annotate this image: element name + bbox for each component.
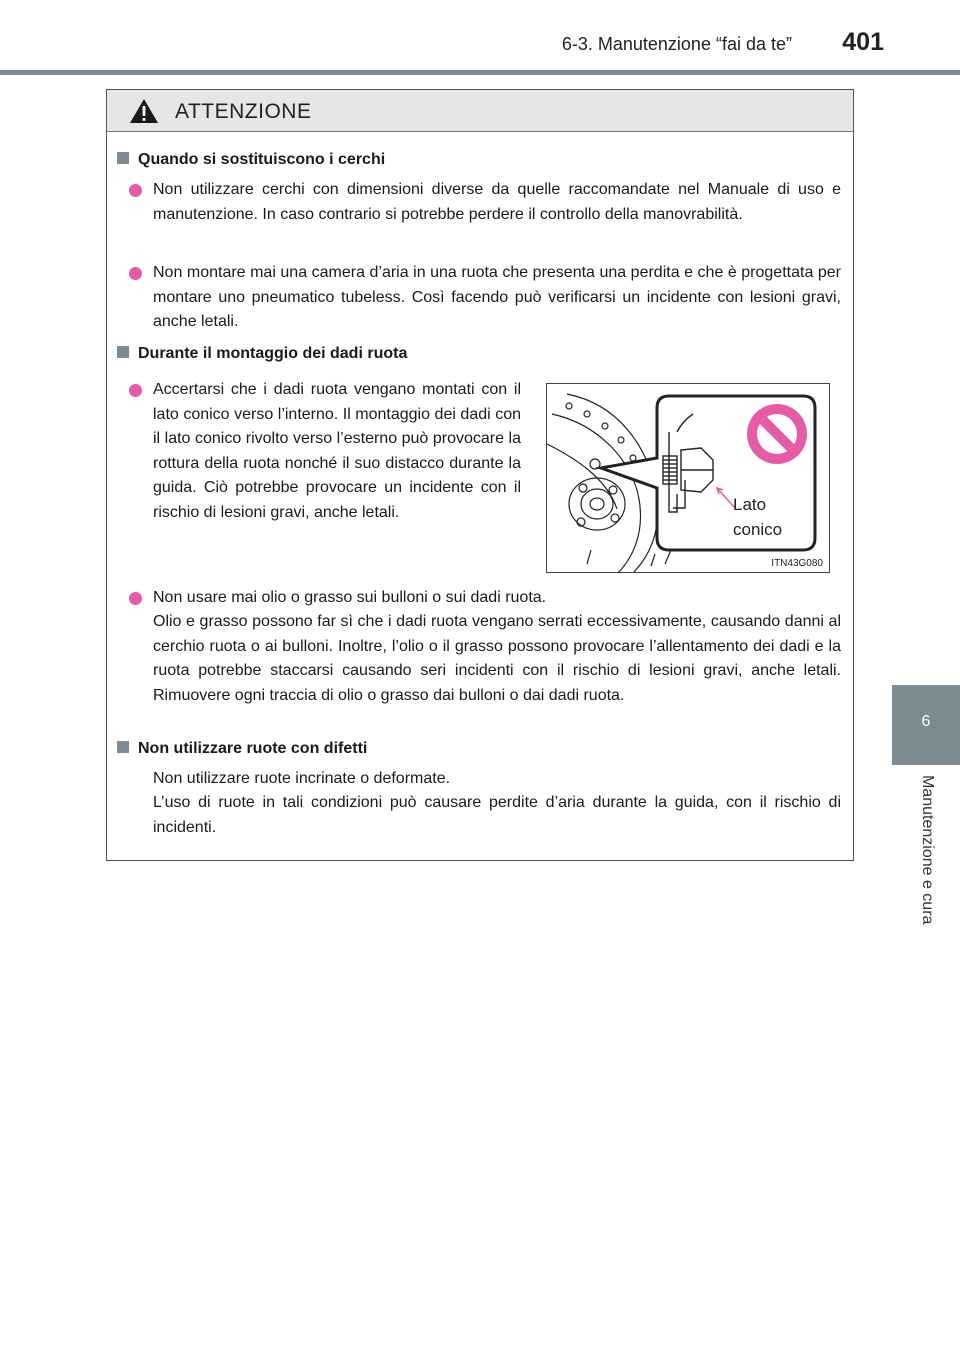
wheel-nut-illustration xyxy=(546,383,830,573)
bullet-dot-icon xyxy=(129,592,142,605)
chapter-tab xyxy=(892,685,960,765)
prohibition-icon xyxy=(747,404,807,464)
illustration-code: ITN43G080 xyxy=(771,558,823,569)
warning-header xyxy=(107,90,853,132)
square-bullet-icon xyxy=(117,741,129,753)
cone-side-label-line1: Lato xyxy=(733,495,767,514)
section-heading xyxy=(117,345,407,363)
warning-title: ATTENZIONE xyxy=(175,100,312,123)
bullet-item xyxy=(153,261,841,335)
bullet-text: Non utilizzare cerchi con dimensioni diverse da quelle raccomandate nel Manuale di uso e manutenzione. In caso contrario si potrebbe perdere il controllo della manovrabilità. xyxy=(153,181,841,223)
bullet-dot-icon xyxy=(129,184,142,197)
page-number: 401 xyxy=(842,28,884,56)
paragraph: Non utilizzare ruote incrinate o deformate. xyxy=(153,770,451,787)
cone-side-label-line2: conico xyxy=(733,520,783,539)
bullet-text: Accertarsi che i dadi ruota vengano montati con il lato conico verso l’interno. Il montaggio dei dadi con il lato conico rivolto verso l’esterno può provocare la rottura della ruota nonché il suo distacco durante la guida. Ciò potrebbe provocare un incidente con il rischio di lesioni gravi, anche letali. xyxy=(153,381,521,521)
section-title: 6-3. Manutenzione “fai da te” xyxy=(561,34,792,54)
section-heading xyxy=(117,740,367,758)
chapter-number: 6 xyxy=(921,713,931,730)
square-bullet-icon xyxy=(117,346,129,358)
page-header xyxy=(0,0,960,78)
bullet-text: Non usare mai olio o grasso sui bulloni o sui dadi ruota. xyxy=(153,589,547,606)
warning-icon xyxy=(129,98,159,124)
square-bullet-icon xyxy=(117,152,129,164)
chapter-label xyxy=(892,775,960,955)
section-heading-text: Quando si sostituiscono i cerchi xyxy=(138,151,386,168)
bullet-text: Non montare mai una camera d’aria in una ruota che presenta una perdita e che è progettata per montare uno pneumatico tubeless. Così facendo può verificarsi un incidente con lesioni gravi, anche letali. xyxy=(153,264,841,330)
wheel-nut-drawing xyxy=(547,384,830,573)
bullet-item xyxy=(153,378,521,525)
bullet-dot-icon xyxy=(129,267,142,280)
bullet-continuation: Olio e grasso possono far sì che i dadi ruota vengano serrati eccessivamente, causando danni al cerchio ruota o ai bulloni. Inoltre, l’olio o il grasso possono provocare l’allentamento dei dadi e la ruota potrebbe staccarsi causando seri incidenti con il rischio di lesioni gravi, anche letali. Rimuovere ogni traccia di olio o grasso dai bulloni o dai dadi ruota. xyxy=(153,613,841,704)
chapter-label-text: Manutenzione e cura xyxy=(919,775,936,925)
header-rule xyxy=(0,70,960,75)
section-heading-text: Durante il montaggio dei dadi ruota xyxy=(138,345,408,362)
bullet-item xyxy=(153,586,841,611)
section-heading-text: Non utilizzare ruote con difetti xyxy=(138,740,368,757)
bullet-item xyxy=(153,178,841,227)
section-heading xyxy=(117,151,385,169)
cone-side-label xyxy=(733,492,782,542)
bullet-dot-icon xyxy=(129,384,142,397)
warning-box xyxy=(106,89,854,861)
paragraph: L’uso di ruote in tali condizioni può causare perdite d’aria durante la guida, con il rischio di incidenti. xyxy=(153,794,841,836)
